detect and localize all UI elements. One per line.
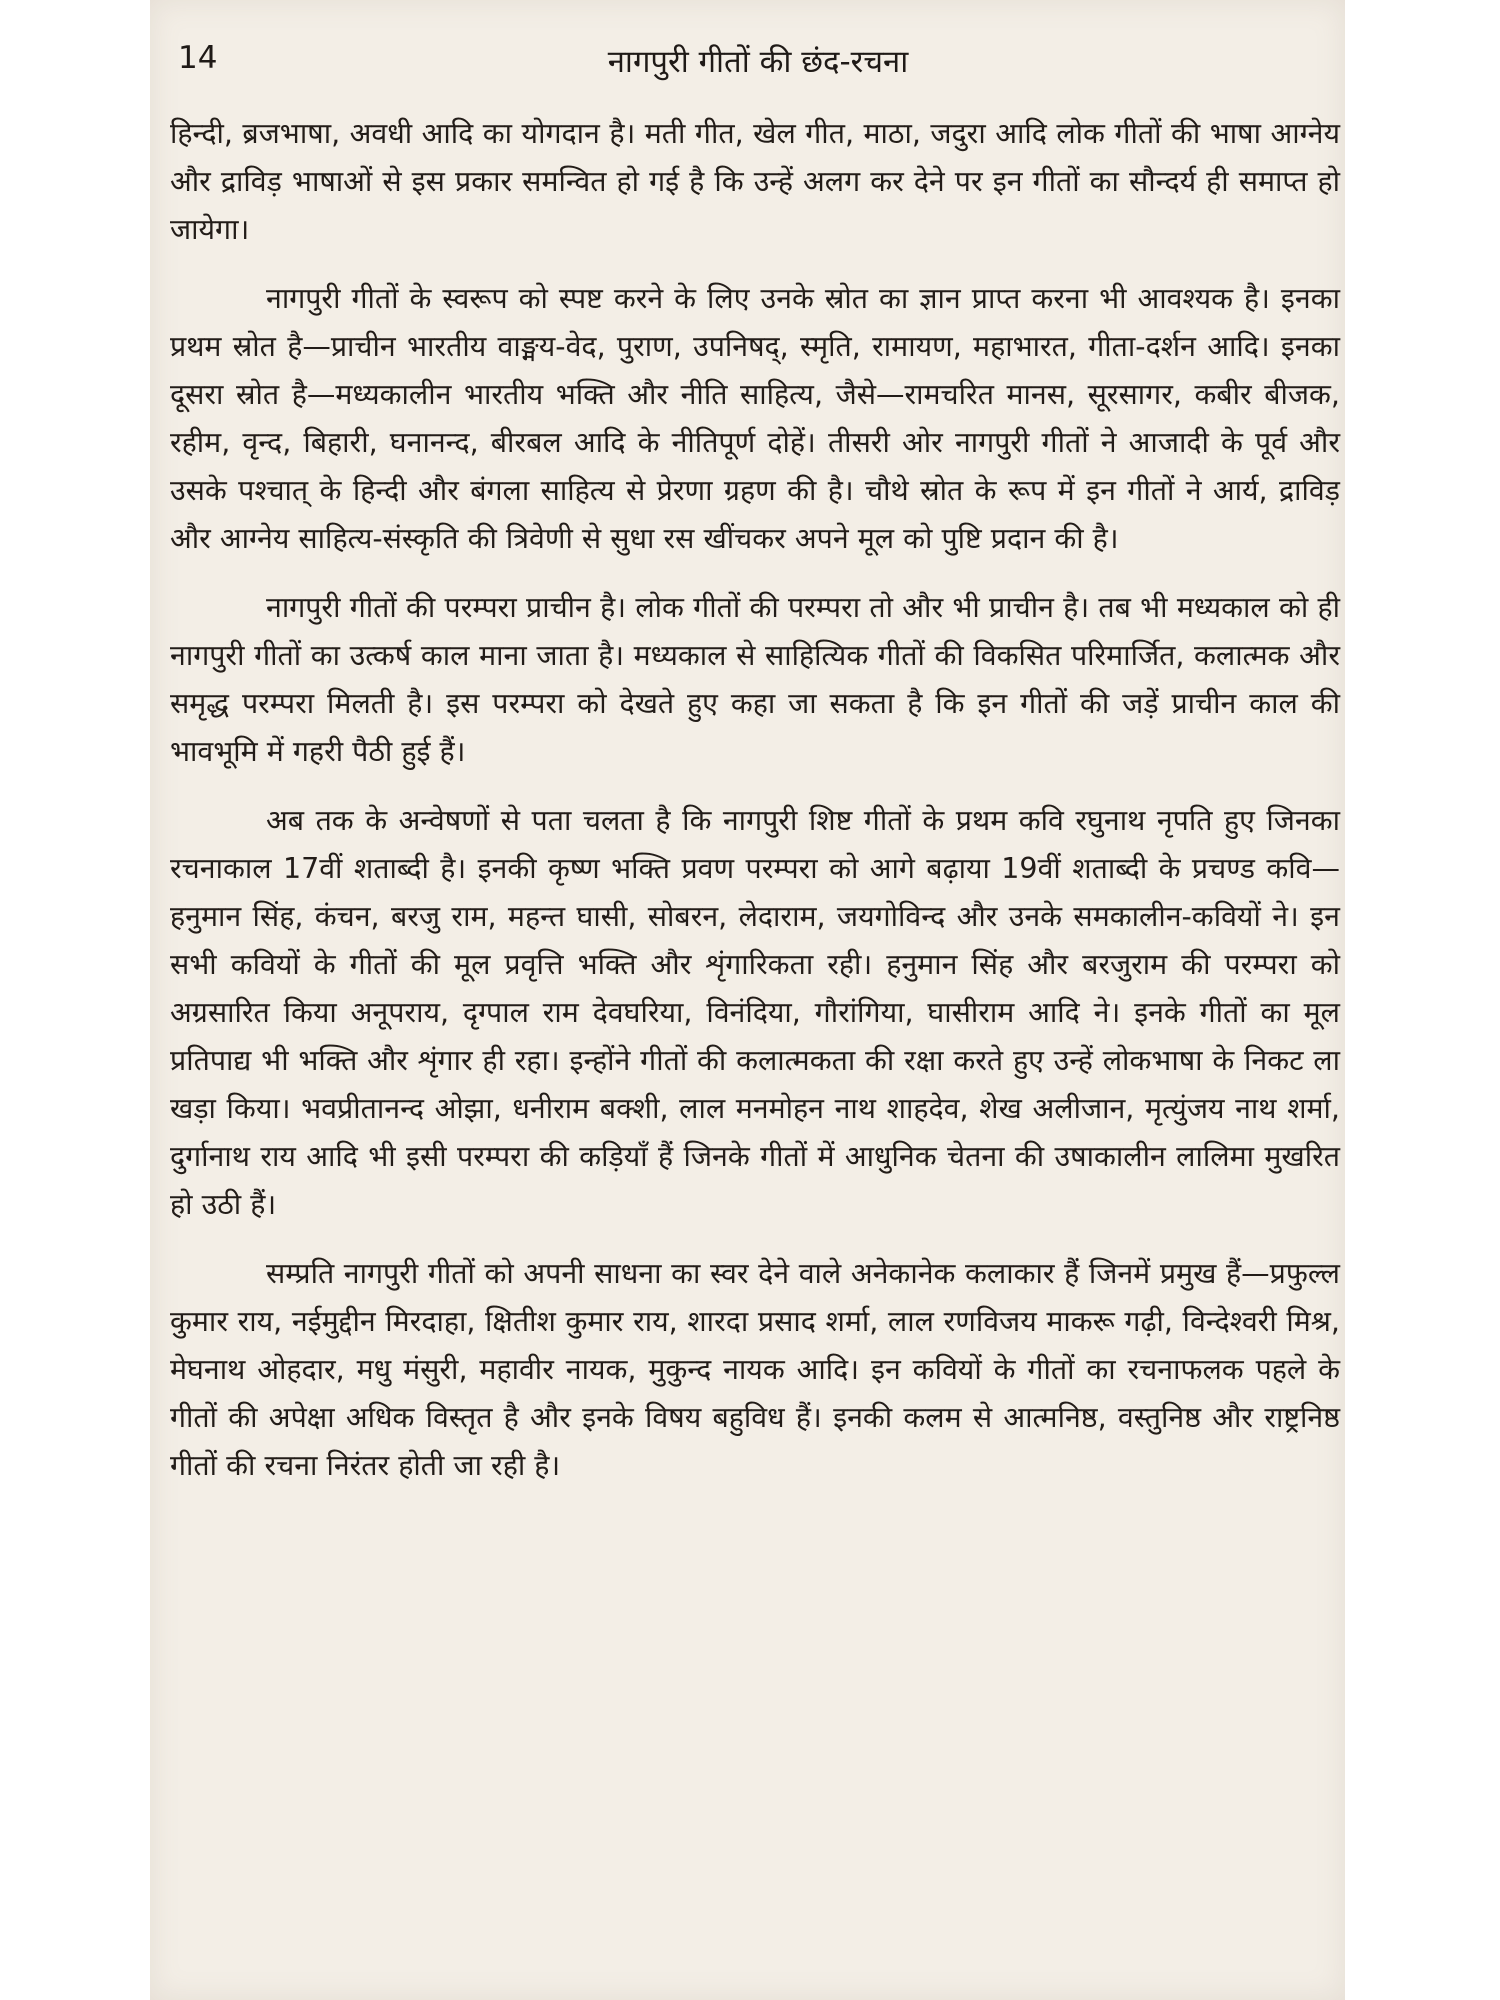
page-number: 14 (178, 40, 218, 76)
paragraph-4: अब तक के अन्वेषणों से पता चलता है कि नागपुरी शिष्ट गीतों के प्रथम कवि रघुनाथ नृपति हुए जिनका रचनाकाल 17वीं शताब्दी है। इनकी कृष्ण भक्ति प्रवण परम्परा को आगे बढ़ाया 19वीं शताब्दी के प्रचण्ड कवि—हनुमान सिंह, कंचन, बरजु राम, महन्त घासी, सोबरन, लेदाराम, जयगोविन्द और उनके समकालीन-कवियों ने। इन सभी कवियों के गीतों की मूल प्रवृत्ति भक्ति और शृंगारिकता रही। हनुमान सिंह और बरजुराम की परम्परा को अग्रसारित किया अनूपराय, दृग्पाल राम देवघरिया, विनंदिया, गौरांगिया, घासीराम आदि ने। इनके गीतों का मूल प्रतिपाद्य भी भक्ति और शृंगार ही रहा। इन्होंने गीतों की कलात्मकता की रक्षा करते हुए उन्हें लोकभाषा के निकट ला खड़ा किया। भवप्रीतानन्द ओझा, धनीराम बक्शी, लाल मनमोहन नाथ शाहदेव, शेख अलीजान, मृत्युंजय नाथ शर्मा, दुर्गानाथ राय आदि भी इसी परम्परा की कड़ियाँ हैं जिनके गीतों में आधुनिक चेतना की उषाकालीन लालिमा मुखरित हो उठी हैं। (170, 804, 1340, 1221)
paragraph-3: नागपुरी गीतों की परम्परा प्राचीन है। लोक गीतों की परम्परा तो और भी प्राचीन है। तब भी मध्यकाल को ही नागपुरी गीतों का उत्कर्ष काल माना जाता है। मध्यकाल से साहित्यिक गीतों की विकसित परिमार्जित, कलात्मक और समृद्ध परम्परा मिलती है। इस परम्परा को देखते हुए कहा जा सकता है कि इन गीतों की जड़ें प्राचीन काल की भावभूमि में गहरी पैठी हुई हैं। (170, 591, 1340, 768)
page-header (178, 40, 1338, 90)
paragraph-5: सम्प्रति नागपुरी गीतों को अपनी साधना का स्वर देने वाले अनेकानेक कलाकार हैं जिनमें प्रमुख हैं—प्रफुल्ल कुमार राय, नईमुद्दीन मिरदाहा, क्षितीश कुमार राय, शारदा प्रसाद शर्मा, लाल रणविजय माकरू गढ़ी, विन्देश्वरी मिश्र, मेघनाथ ओहदार, मधु मंसुरी, महावीर नायक, मुकुन्द नायक आदि। इन कवियों के गीतों का रचनाफलक पहले के गीतों की अपेक्षा अधिक विस्तृत है और इनके विषय बहुविध हैं। इनकी कलम से आत्मनिष्ठ, वस्तुनिष्ठ और राष्ट्रनिष्ठ गीतों की रचना निरंतर होती जा रही है। (170, 1257, 1340, 1482)
running-title: नागपुरी गीतों की छंद-रचना (607, 44, 909, 80)
body-text (170, 110, 1340, 1511)
paragraph-1: हिन्दी, ब्रजभाषा, अवधी आदि का योगदान है। मती गीत, खेल गीत, माठा, जदुरा आदि लोक गीतों की भाषा आग्नेय और द्राविड़ भाषाओं से इस प्रकार समन्वित हो गई है कि उन्हें अलग कर देने पर इन गीतों का सौन्दर्य ही समाप्त हो जायेगा। (170, 117, 1340, 246)
paragraph-2: नागपुरी गीतों के स्वरूप को स्पष्ट करने के लिए उनके स्रोत का ज्ञान प्राप्त करना भी आवश्यक है। इनका प्रथम स्रोत है—प्राचीन भारतीय वाङ्मय-वेद, पुराण, उपनिषद्, स्मृति, रामायण, महाभारत, गीता-दर्शन आदि। इनका दूसरा स्रोत है—मध्यकालीन भारतीय भक्ति और नीति साहित्य, जैसे—रामचरित मानस, सूरसागर, कबीर बीजक, रहीम, वृन्द, बिहारी, घनानन्द, बीरबल आदि के नीतिपूर्ण दोहें। तीसरी ओर नागपुरी गीतों ने आजादी के पूर्व और उसके पश्चात् के हिन्दी और बंगला साहित्य से प्रेरणा ग्रहण की है। चौथे स्रोत के रूप में इन गीतों ने आर्य, द्राविड़ और आग्नेय साहित्य-संस्कृति की त्रिवेणी से सुधा रस खींचकर अपने मूल को पुष्टि प्रदान की है। (170, 282, 1340, 555)
